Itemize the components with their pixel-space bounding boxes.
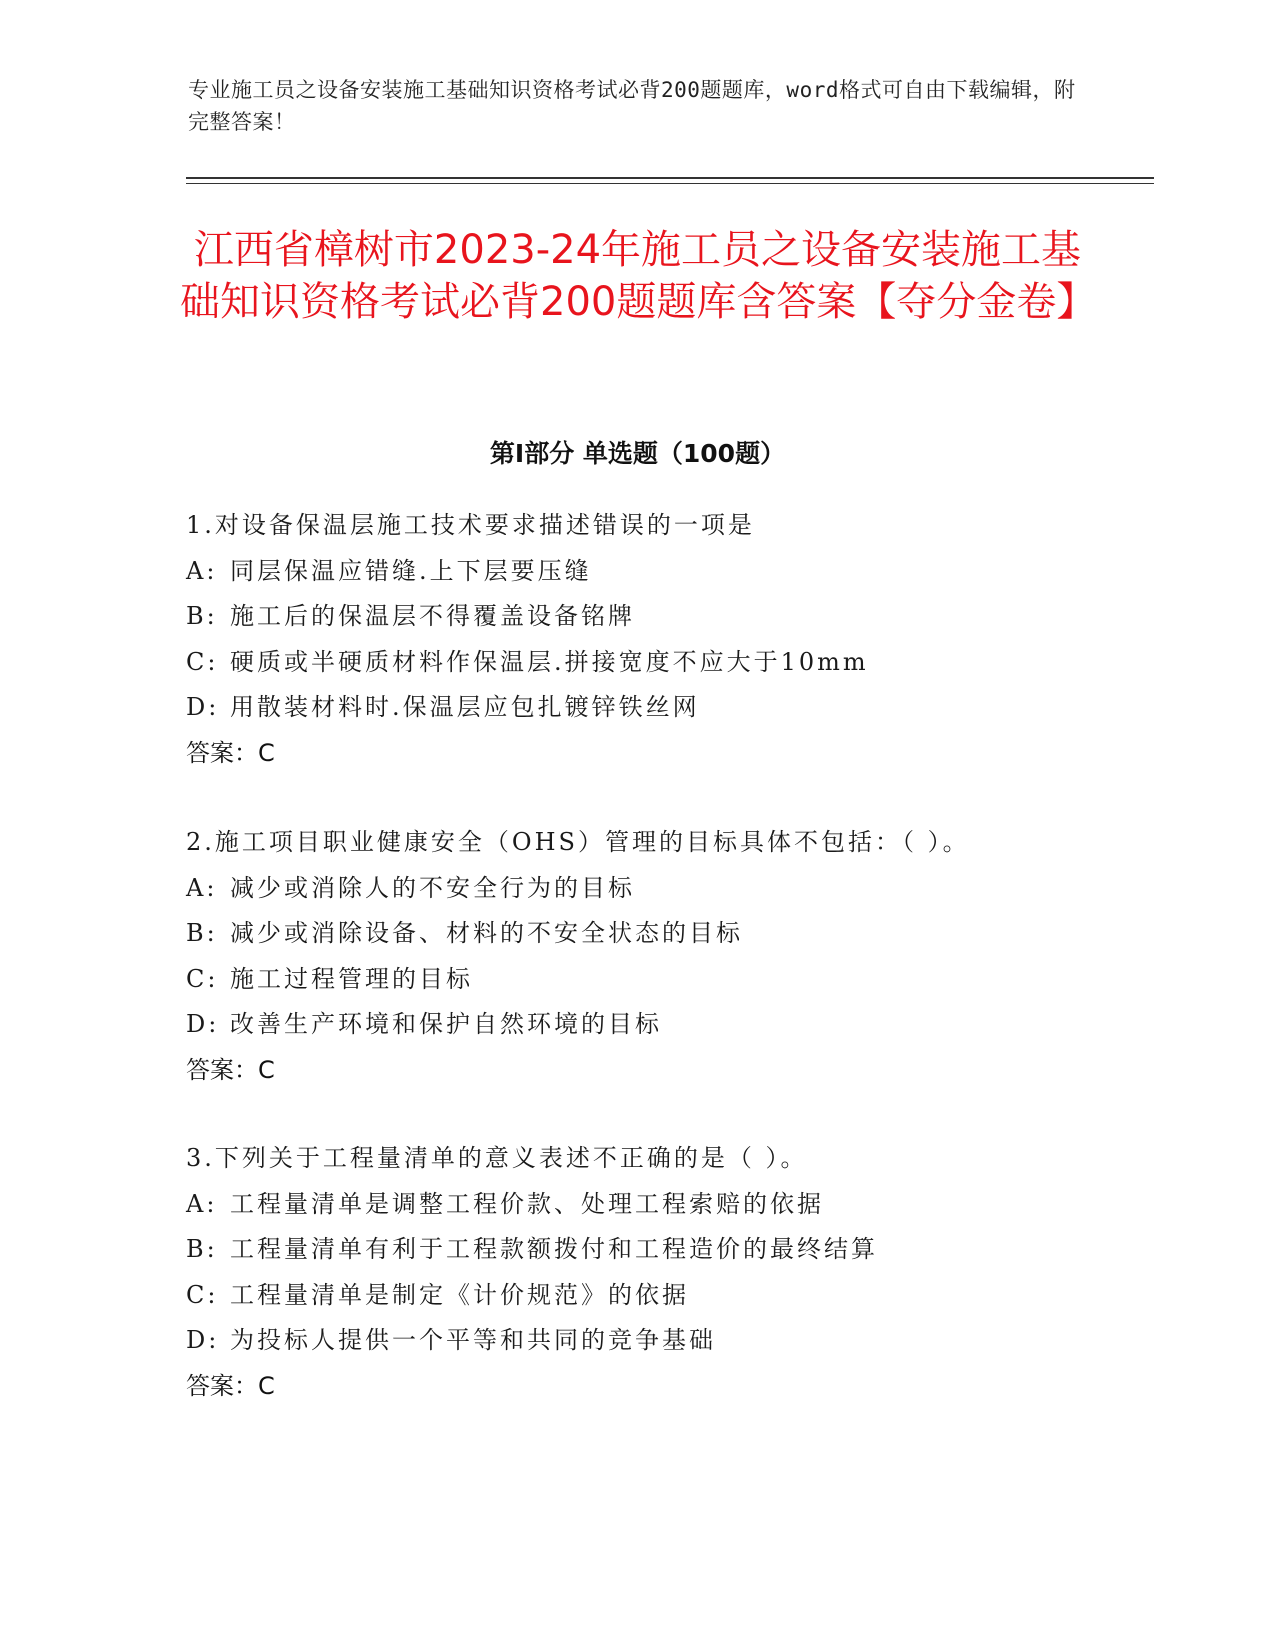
question-stem: 3.下列关于工程量清单的意义表述不正确的是（ ）。: [186, 1144, 808, 1172]
option-c: [186, 1273, 1146, 1319]
option-letter: A:: [186, 1189, 218, 1218]
option-text: 减少或消除设备、材料的不安全状态的目标: [230, 919, 743, 947]
option-text: 施工过程管理的目标: [230, 964, 473, 993]
document-title: 江西省樟树市2023-24年施工员之设备安装施工基础知识资格考试必背200题题库含答案【夺分金卷】: [180, 227, 1097, 325]
option-text: 工程量清单是制定《计价规范》的依据: [230, 1280, 689, 1309]
option-a: [186, 1182, 1146, 1228]
option-text: 减少或消除人的不安全行为的目标: [230, 873, 635, 902]
option-d: [186, 1318, 1146, 1364]
option-c: [186, 957, 1146, 1003]
option-letter: C:: [186, 647, 219, 676]
option-text: 为投标人提供一个平等和共同的竞争基础: [230, 1326, 716, 1354]
option-letter: C:: [186, 964, 219, 993]
option-letter: D:: [186, 1010, 220, 1038]
question-stem: 1.对设备保温层施工技术要求描述错误的一项是: [186, 511, 755, 539]
question-2: [186, 820, 1146, 1093]
option-text: 硬质或半硬质材料作保温层.拼接宽度不应大于10mm: [230, 647, 869, 676]
option-text: 同层保温应错缝.上下层要压缝: [230, 556, 592, 585]
option-letter: B:: [186, 919, 218, 947]
option-letter: A:: [186, 556, 218, 585]
option-letter: B:: [186, 1235, 218, 1263]
option-text: 工程量清单是调整工程价款、处理工程索赔的依据: [230, 1189, 824, 1218]
question-1: [186, 503, 1146, 776]
option-a: [186, 866, 1146, 912]
answer-line: 答案：C: [186, 1055, 275, 1084]
section-title: 第Ⅰ部分 单选题（100题）: [489, 439, 786, 468]
header-divider-thick: [186, 177, 1154, 179]
option-text: 施工后的保温层不得覆盖设备铭牌: [230, 602, 635, 630]
question-3: [186, 1136, 1146, 1409]
answer-line: 答案：C: [186, 738, 275, 767]
option-a: [186, 549, 1146, 595]
option-text: 用散装材料时.保温层应包扎镀锌铁丝网: [230, 693, 700, 721]
header-divider-thin: [186, 183, 1154, 184]
header-note: 专业施工员之设备安装施工基础知识资格考试必背200题题库，word格式可自由下载编辑，附完整答案！: [188, 78, 1076, 134]
option-b: [186, 1227, 1146, 1273]
option-text: 工程量清单有利于工程款额拨付和工程造价的最终结算: [230, 1235, 878, 1263]
option-letter: D:: [186, 1326, 220, 1354]
option-letter: D:: [186, 693, 220, 721]
option-letter: C:: [186, 1280, 219, 1309]
option-d: [186, 685, 1146, 731]
option-letter: A:: [186, 873, 218, 902]
option-letter: B:: [186, 602, 218, 630]
question-stem: 2.施工项目职业健康安全（OHS）管理的目标具体不包括：（ ）。: [186, 828, 970, 856]
option-d: [186, 1002, 1146, 1048]
option-b: [186, 911, 1146, 957]
option-b: [186, 594, 1146, 640]
answer-line: 答案：C: [186, 1371, 275, 1400]
option-c: [186, 640, 1146, 686]
option-text: 改善生产环境和保护自然环境的目标: [230, 1010, 662, 1038]
